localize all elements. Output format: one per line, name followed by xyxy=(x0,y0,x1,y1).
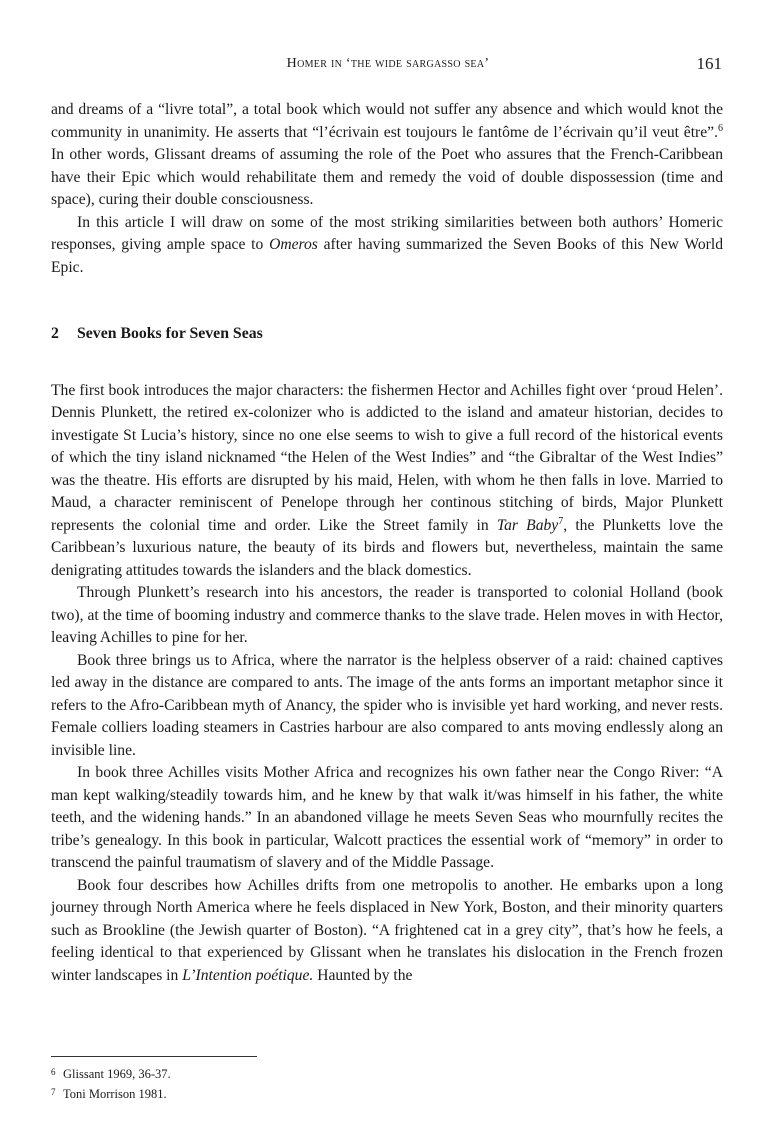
paragraph-text: In other words, Glissant dreams of assuming the role of the Poet who assures that the French-Caribbean have their Epic which would rehabilitate them and remedy the void of double dispossession (time and space), curing their double consciousness. xyxy=(51,146,723,208)
book-title: Omeros xyxy=(269,236,318,253)
footnote xyxy=(51,1063,723,1083)
main-text xyxy=(51,99,723,987)
paragraph: In book three Achilles visits Mother Africa and recognizes his own father near the Congo River: “A man kept walking/steadily towards him, and he knew by that walk it/was himself in his father, the white teeth, and the widening hands.” In an abandoned village he meets Seven Seas who mournfully recites the tribe’s genealogy. In this book in particular, Walcott practices the essential work of “memory” in order to transcend the painful traumatism of slavery and of the Middle Passage. xyxy=(51,764,723,871)
book-title: L’Intention poétique. xyxy=(182,966,314,984)
footnote-mark: 6 xyxy=(51,1067,56,1077)
paragraph xyxy=(51,212,723,280)
footnote-text: Toni Morrison 1981. xyxy=(63,1087,167,1101)
section-number: 2 xyxy=(51,325,59,342)
page-number: 161 xyxy=(696,54,722,73)
section-title: Seven Books for Seven Seas xyxy=(77,325,263,342)
paragraph: Through Plunkett’s research into his ancestors, the reader is transported to colonial Holland (book two), at the time of booming industry and commerce thanks to the slave trade. Helen moves in with Hector, leaving Achilles to pine for her. xyxy=(51,584,723,646)
paragraph-text: after having summarized the Seven Books of this New World Epic. xyxy=(51,236,723,276)
running-head xyxy=(50,56,726,80)
paragraph xyxy=(51,380,723,583)
paragraph-text: Haunted by the xyxy=(313,966,413,984)
section-heading xyxy=(51,323,723,346)
paragraph-text: The first book introduces the major characters: the fishermen Hector and Achilles fight over ‘proud Helen’. Dennis Plunkett, the retired ex-colonizer who is addicted to the island and amateur historian, decides to investigate St Lucia’s history, since no one else seems to wish to give a full record of the historical events of which the tiny island nicknamed “the Helen of the West Indies” and “the Gibraltar of the West Indies” was the theatre. His efforts are disrupted by his maid, Helen, with whom he then falls in love. Married to Maud, a character reminiscent of Penelope through her continous stitching of birds, Major Plunkett represents the colonial time and order. Like the Street family in xyxy=(51,381,723,534)
book-title: Tar Baby xyxy=(496,516,559,534)
footnote xyxy=(51,1083,723,1103)
paragraph xyxy=(51,99,723,212)
footnote-ref: 6 xyxy=(718,122,723,134)
footnotes xyxy=(51,1063,723,1103)
running-title: Homer in ‘the wide sargasso sea’ xyxy=(286,56,490,71)
paragraph-text: Book four describes how Achilles drifts from one metropolis to another. He embarks upon a long journey through North America where he feels displaced in New York, Boston, and their minority quarters such as Brookline (the Jewish quarter of Boston). “A frightened cat in a grey city”, that’s how he feels, a feeling identical to that experienced by Glissant when he translates his dislocation in the French frozen winter landscapes in xyxy=(51,876,723,984)
footnote-mark: 7 xyxy=(51,1087,56,1097)
footnote-text: Glissant 1969, 36-37. xyxy=(63,1067,171,1081)
footnote-ref: 7 xyxy=(558,515,564,527)
paragraph: Book three brings us to Africa, where the narrator is the helpless observer of a raid: chained captives led away in the distance are compared to ants. The image of the ants forms an important metaphor since it refers to the Afro-Caribbean myth of Anancy, the spider who is invisible yet hard working, and never rests. Female colliers loading steamers in Castries harbour are also compared to ants moving endlessly along an invisible line. xyxy=(51,651,723,759)
footnote-divider xyxy=(51,1056,257,1057)
paragraph-text: , the Plunketts love the Caribbean’s luxurious nature, the beauty of its birds and flowers but, nevertheless, maintain the same denigrating attitudes towards the islanders and the black domestics. xyxy=(51,516,723,579)
paragraph-text: and dreams of a “livre total”, a total book which would not suffer any absence and which would knot the community in unanimity. He asserts that “l’écrivain est toujours le fantôme de l’écrivain qu’il veut être”. xyxy=(51,101,723,141)
paragraph xyxy=(51,875,723,988)
paragraph-text: In this article I will draw on some of the most striking similarities between both authors’ Homeric responses, giving ample space to xyxy=(51,213,723,253)
